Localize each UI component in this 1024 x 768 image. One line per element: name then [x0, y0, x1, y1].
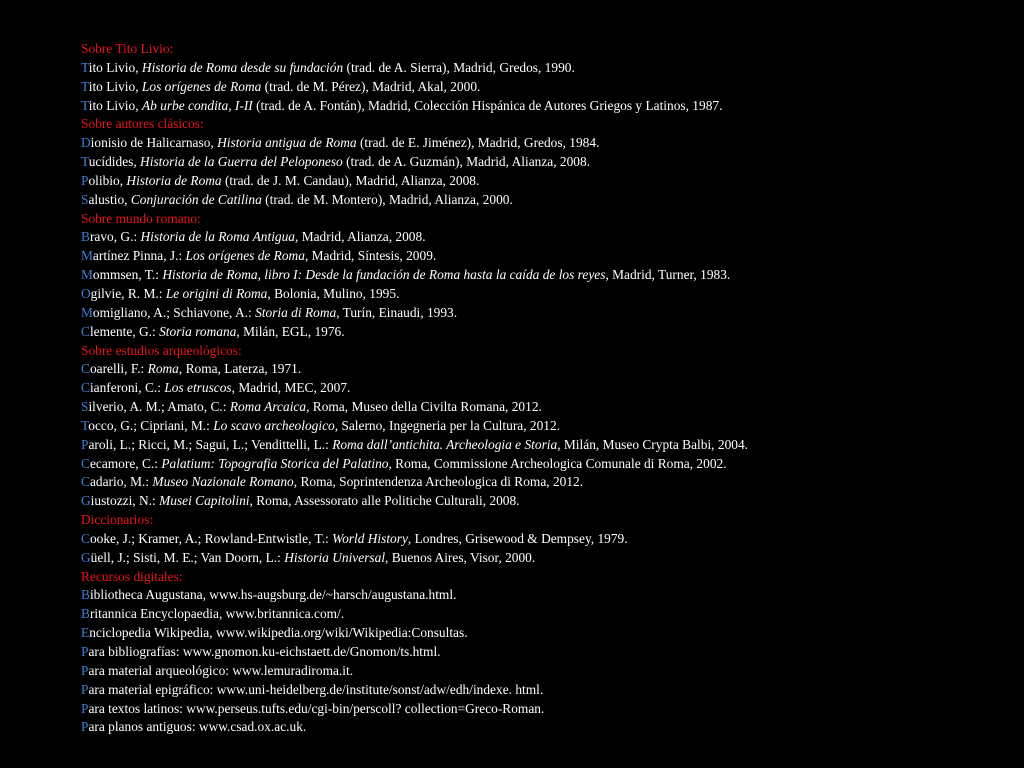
entry-initial: G — [81, 493, 91, 509]
entry-publication: (trad. de M. Montero), Madrid, Alianza, 2000. — [261, 191, 513, 207]
entry-author: ara planos antiguos: www.csad.ox.ac.uk. — [88, 719, 307, 735]
entry-title: Historia de la Guerra del Peloponeso — [140, 154, 343, 170]
bibliography-entry — [81, 718, 1011, 737]
section-heading: Sobre mundo romano: — [81, 210, 201, 226]
bibliography-entry — [81, 398, 1011, 417]
bibliography-entry — [81, 662, 1011, 681]
entry-title: Le origini di Roma — [165, 285, 268, 301]
bibliography-list — [81, 40, 1011, 737]
bibliography-entry — [81, 97, 1011, 116]
entry-publication: , Londres, Grisewood & Dempsey, 1979. — [407, 530, 628, 546]
section-heading: Sobre estudios arqueológicos: — [81, 342, 242, 358]
entry-publication: , Madrid, Síntesis, 2009. — [304, 248, 437, 264]
entry-title: Historia antigua de Roma — [217, 135, 357, 151]
entry-author: olibio, — [88, 172, 127, 188]
entry-author: ucídides, — [88, 154, 141, 170]
bibliography-entry — [81, 473, 1011, 492]
entry-initial: P — [81, 644, 89, 659]
entry-initial: C — [81, 323, 90, 339]
entry-initial: G — [81, 549, 91, 565]
section-heading: Sobre Tito Livio: — [81, 41, 174, 56]
section-heading: Diccionarios: — [81, 512, 154, 528]
entry-initial: P — [81, 681, 89, 697]
entry-publication: , Madrid, Alianza, 2008. — [295, 229, 426, 245]
bibliography-entry — [81, 417, 1011, 436]
entry-publication: , Madrid, Turner, 1983. — [605, 267, 731, 283]
entry-publication: (trad. de A. Fontán), Madrid, Colección Hispánica de Autores Griegos y Latinos, 1987. — [252, 97, 723, 113]
entry-initial: C — [81, 455, 90, 471]
entry-author: ianferoni, C.: — [89, 380, 165, 396]
entry-author: ritannica Encyclopaedia, www.britannica.com/. — [89, 606, 345, 622]
entry-publication: , Bolonia, Mulino, 1995. — [267, 285, 400, 301]
bibliography-entry — [81, 530, 1011, 549]
entry-initial: S — [81, 399, 89, 415]
bibliography-entry — [81, 643, 1011, 662]
bibliography-entry — [81, 624, 1011, 643]
entry-title: Los orígenes de Roma — [185, 248, 305, 264]
entry-title: Los etruscos — [164, 380, 232, 396]
entry-initial: P — [81, 436, 89, 452]
entry-initial: P — [81, 719, 89, 735]
entry-title: Historia de Roma, libro I: Desde la fundación de Roma hasta la caída de los reyes — [162, 267, 606, 283]
entry-author: nciclopedia Wikipedia, www.wikipedia.org/wiki/Wikipedia:Consultas. — [89, 625, 468, 641]
bibliography-entry — [81, 586, 1011, 605]
bibliography-entry — [81, 153, 1011, 172]
entry-publication: , Madrid, MEC, 2007. — [231, 380, 351, 396]
bibliography-entry — [81, 172, 1011, 191]
entry-initial: P — [81, 700, 89, 716]
bibliography-entry — [81, 549, 1011, 568]
entry-initial: B — [81, 229, 90, 245]
entry-title: Los orígenes de Roma — [141, 78, 262, 94]
bibliography-entry — [81, 360, 1011, 379]
bibliography-entry — [81, 492, 1011, 511]
bibliography-entry — [81, 78, 1011, 97]
entry-author: ara textos latinos: www.perseus.tufts.edu/cgi-bin/perscoll? collection=Greco-Roman. — [88, 700, 545, 716]
entry-initial: T — [81, 59, 89, 75]
bibliography-entry — [81, 455, 1011, 474]
entry-publication: , Roma, Commissione Archeologica Comunale di Roma, 2002. — [388, 455, 727, 471]
entry-publication: , Milán, EGL, 1976. — [236, 323, 345, 339]
entry-title: Storia di Roma — [255, 304, 337, 320]
bibliography-entry — [81, 285, 1011, 304]
bibliography-entry — [81, 134, 1011, 153]
entry-title: Historia de Roma — [126, 172, 222, 188]
bibliography-entry — [81, 266, 1011, 285]
entry-author: ito Livio, — [88, 78, 142, 94]
entry-initial: T — [81, 78, 89, 94]
entry-initial: T — [81, 417, 89, 433]
entry-author: ito Livio, — [88, 97, 142, 113]
bibliography-entry — [81, 247, 1011, 266]
entry-author: lemente, G.: — [89, 323, 160, 339]
bibliography-entry — [81, 379, 1011, 398]
bibliography-entry — [81, 700, 1011, 719]
entry-author: ara material epigráfico: www.uni-heidelberg.de/institute/sonst/adw/edh/indexe. html. — [88, 681, 544, 697]
entry-author: ommsen, T.: — [92, 267, 163, 283]
entry-publication: , Roma, Assessorato alle Politiche Culturali, 2008. — [249, 493, 520, 509]
bibliography-entry — [81, 59, 1011, 78]
entry-author: üell, J.; Sisti, M. E.; Van Doorn, L.: — [90, 549, 285, 565]
entry-author: ecamore, C.: — [89, 455, 162, 471]
entry-author: ilverio, A. M.; Amato, C.: — [88, 399, 230, 415]
entry-author: alustio, — [88, 191, 131, 207]
entry-initial: P — [81, 662, 89, 678]
entry-initial: M — [81, 267, 93, 283]
entry-author: ionisio de Halicarnaso, — [90, 135, 218, 151]
entry-publication: , Roma, Museo della Civilta Romana, 2012. — [306, 399, 542, 415]
entry-title: Musei Capitolini — [159, 493, 250, 509]
entry-publication: (trad. de E. Jiménez), Madrid, Gredos, 1984. — [356, 135, 600, 151]
entry-title: Storia romana — [159, 323, 237, 339]
entry-publication: (trad. de J. M. Candau), Madrid, Alianza, 2008. — [221, 172, 480, 188]
entry-author: ooke, J.; Kramer, A.; Rowland-Entwistle, T.: — [89, 530, 333, 546]
entry-author: ito Livio, — [88, 59, 142, 75]
entry-publication: , Turín, Einaudi, 1993. — [336, 304, 458, 320]
bibliography-entry — [81, 436, 1011, 455]
bibliography-entry — [81, 605, 1011, 624]
entry-initial: T — [81, 97, 89, 113]
bibliography-entry — [81, 304, 1011, 323]
entry-initial: O — [81, 285, 91, 301]
entry-title: Historia Universal — [284, 549, 386, 565]
bibliography-entry — [81, 191, 1011, 210]
entry-author: ara material arqueológico: www.lemuradiroma.it. — [88, 662, 354, 678]
entry-publication: , Roma, Laterza, 1971. — [178, 361, 302, 377]
entry-initial: C — [81, 361, 90, 377]
entry-title: World History — [332, 530, 408, 546]
entry-publication: , Roma, Soprintendenza Archeologica di Roma, 2012. — [293, 474, 584, 490]
bibliography-entry — [81, 681, 1011, 700]
entry-initial: B — [81, 587, 90, 603]
entry-publication: (trad. de M. Pérez), Madrid, Akal, 2000. — [261, 78, 481, 94]
entry-title: Lo scavo archeologico — [213, 417, 335, 433]
bibliography-entry — [81, 228, 1011, 247]
entry-initial: T — [81, 154, 89, 170]
entry-initial: B — [81, 606, 90, 622]
entry-initial: P — [81, 172, 89, 188]
entry-title: Historia de la Roma Antigua — [140, 229, 296, 245]
entry-author: gilvie, R. M.: — [90, 285, 166, 301]
entry-title: Roma dall’antichita. Archeologia e Storia — [332, 436, 558, 452]
entry-title: Conjuración de Catilina — [130, 191, 262, 207]
entry-title: Palatium: Topografia Storica del Palatino — [161, 455, 389, 471]
entry-author: iustozzi, N.: — [90, 493, 160, 509]
entry-title: Museo Nazionale Romano — [152, 474, 294, 490]
entry-title: Ab urbe condita, I-II — [141, 97, 253, 113]
entry-initial: E — [81, 625, 90, 641]
entry-author: aroli, L.; Ricci, M.; Sagui, L.; Vendittelli, L.: — [88, 436, 333, 452]
entry-title: Roma Arcaica — [229, 399, 307, 415]
entry-initial: C — [81, 380, 90, 396]
entry-author: ara bibliografías: www.gnomon.ku-eichstaett.de/Gnomon/ts.html. — [88, 644, 441, 659]
entry-author: omigliano, A.; Schiavone, A.: — [92, 304, 256, 320]
bibliography-entry — [81, 323, 1011, 342]
entry-title: Roma — [147, 361, 179, 377]
entry-initial: C — [81, 530, 90, 546]
entry-initial: S — [81, 191, 89, 207]
entry-author: ibliotheca Augustana, www.hs-augsburg.de/~harsch/augustana.html. — [89, 587, 457, 603]
entry-author: occo, G.; Cipriani, M.: — [88, 417, 214, 433]
entry-publication: (trad. de A. Guzmán), Madrid, Alianza, 2008. — [342, 154, 591, 170]
entry-author: oarelli, F.: — [89, 361, 148, 377]
entry-publication: (trad. de A. Sierra), Madrid, Gredos, 1990. — [343, 59, 575, 75]
entry-initial: M — [81, 304, 93, 320]
entry-publication: , Milán, Museo Crypta Balbi, 2004. — [557, 436, 749, 452]
entry-initial: D — [81, 135, 91, 151]
entry-initial: M — [81, 248, 93, 264]
entry-title: Historia de Roma desde su fundación — [141, 59, 344, 75]
entry-author: artínez Pinna, J.: — [92, 248, 186, 264]
entry-initial: C — [81, 474, 90, 490]
entry-publication: , Buenos Aires, Visor, 2000. — [385, 549, 536, 565]
section-heading: Sobre autores clásicos: — [81, 116, 204, 132]
entry-author: adario, M.: — [89, 474, 153, 490]
entry-author: ravo, G.: — [89, 229, 141, 245]
entry-publication: , Salerno, Ingegneria per la Cultura, 2012. — [334, 417, 561, 433]
section-heading: Recursos digitales: — [81, 568, 183, 584]
